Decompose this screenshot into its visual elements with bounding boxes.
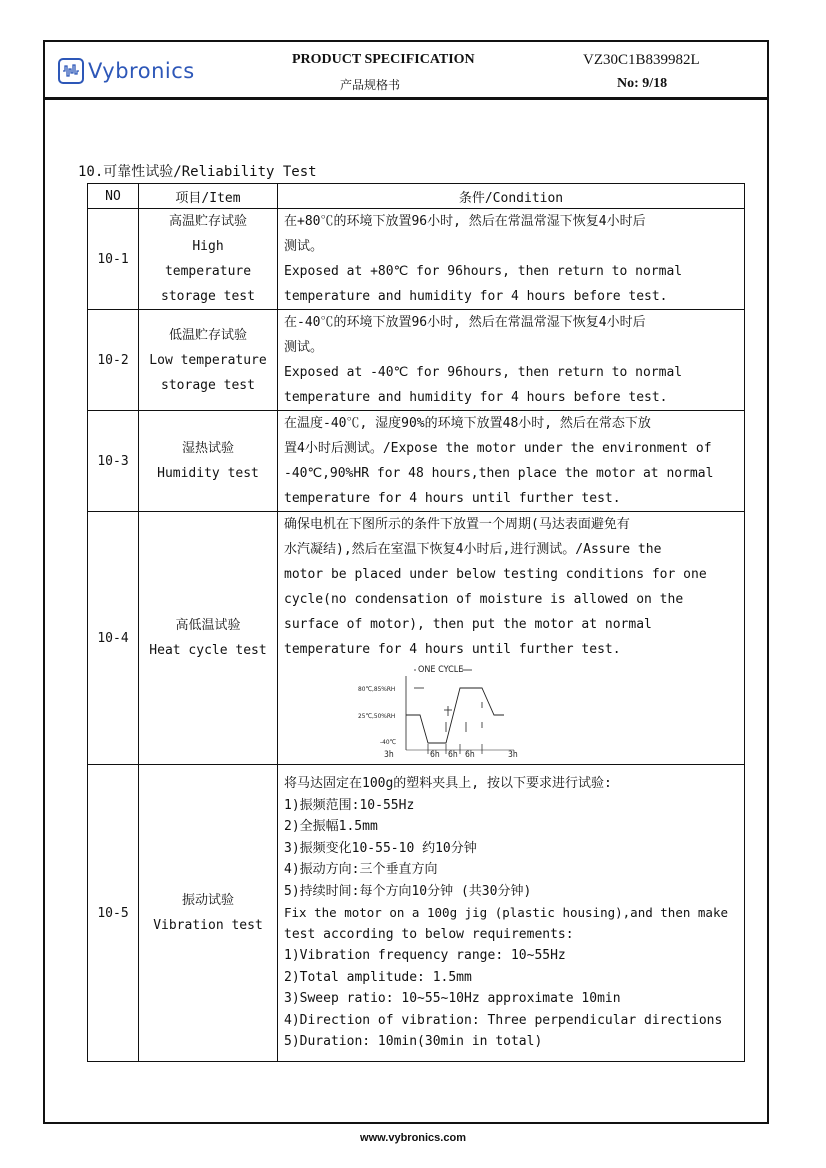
item-line: temperature	[164, 264, 252, 279]
heat-cycle-diagram	[354, 664, 524, 760]
header-no: NO	[88, 184, 139, 209]
row-condition	[278, 310, 745, 411]
time-label: 6h	[430, 750, 440, 760]
item-line: storage test	[161, 289, 255, 304]
row-no: 10-4	[88, 512, 139, 765]
condition-line: 4)振动方向:三个垂直方向	[284, 862, 438, 878]
condition-line: 确保电机在下图所示的条件下放置一个周期(马达表面避免有	[284, 517, 630, 532]
condition-line: 5)Duration: 10min(30min in total)	[284, 1034, 543, 1050]
condition-line: 置4小时后测试。/Expose the motor under the environment of	[284, 441, 712, 456]
condition-line: 将马达固定在100g的塑料夹具上, 按以下要求进行试验:	[284, 776, 612, 792]
condition-line: 3)振频变化10-55-10 约10分钟	[284, 840, 477, 856]
item-line: 高温贮存试验	[168, 214, 247, 229]
item-line: 低温贮存试验	[168, 327, 247, 343]
time-label: 3h	[384, 750, 394, 760]
row-no: 10-2	[88, 310, 139, 411]
condition-line: 2)全振幅1.5mm	[284, 819, 378, 835]
condition-line: temperature for 4 hours until further test.	[284, 642, 621, 657]
table-row	[88, 310, 745, 411]
page-number: No: 9/18	[617, 76, 668, 91]
condition-line: 测试。	[284, 239, 324, 254]
row-condition	[278, 765, 745, 1062]
condition-line: 水汽凝结),然后在室温下恢复4小时后,进行测试。/Assure the	[284, 542, 662, 557]
table-row	[88, 512, 745, 765]
condition-line: 1)Vibration frequency range: 10~55Hz	[284, 948, 566, 964]
condition-line: surface of motor), then put the motor at normal	[284, 617, 652, 632]
row-item	[139, 310, 278, 411]
level-label-high: 80℃,85%RH	[358, 685, 396, 693]
table-row	[88, 411, 745, 512]
condition-line: test according to below requirements:	[284, 926, 574, 942]
reliability-table	[87, 183, 745, 1062]
table-header-row	[88, 184, 745, 209]
logo-mark-icon	[58, 58, 84, 84]
footer-url: www.vybronics.com	[360, 1132, 466, 1144]
level-label-mid: 25℃,50%RH	[358, 712, 396, 720]
item-line: 振动试验	[181, 893, 234, 908]
time-label: 3h	[508, 750, 518, 760]
item-line: storage test	[161, 377, 255, 393]
condition-line: 2)Total amplitude: 1.5mm	[284, 969, 472, 985]
condition-line: Fix the motor on a 100g jig (plastic housing),and then make	[284, 905, 729, 921]
row-no: 10-3	[88, 411, 139, 512]
level-label-low: -40℃	[380, 738, 397, 746]
table-row	[88, 765, 745, 1062]
item-line: Humidity test	[157, 466, 259, 481]
row-item	[139, 765, 278, 1062]
condition-line: cycle(no condensation of moisture is allowed on the	[284, 592, 684, 607]
condition-line: 3)Sweep ratio: 10~55~10Hz approximate 10min	[284, 991, 621, 1007]
condition-line: Exposed at +80℃ for 96hours, then return to normal	[284, 264, 683, 279]
row-item	[139, 209, 278, 310]
spec-subtitle: 产品规格书	[340, 78, 401, 92]
condition-line: 4)Direction of vibration: Three perpendicular directions	[284, 1012, 723, 1028]
condition-line: Exposed at -40℃ for 96hours, then return to normal	[284, 365, 683, 380]
header-item: 项目/Item	[139, 184, 278, 209]
condition-line: 在温度-40℃, 湿度90%的环境下放置48小时, 然后在常态下放	[284, 416, 651, 431]
diagram-title: ONE CYCLE	[418, 665, 464, 675]
condition-line: motor be placed under below testing conditions for one	[284, 567, 707, 582]
condition-line: 在-40℃的环境下放置96小时, 然后在常温常湿下恢复4小时后	[284, 315, 646, 330]
document-number: VZ30C1B839982L	[583, 52, 700, 68]
condition-line: 5)持续时间:每个方向10分钟 (共30分钟)	[284, 883, 532, 899]
item-line: 湿热试验	[181, 441, 234, 456]
header-condition: 条件/Condition	[278, 184, 745, 209]
condition-line: temperature for 4 hours until further test.	[284, 491, 621, 506]
section-title: 10.可靠性试验/Reliability Test	[78, 164, 317, 180]
row-item	[139, 512, 278, 765]
logo-text: Vybronics	[88, 59, 195, 83]
condition-line: -40℃,90%HR for 48 hours,then place the motor at normal	[284, 466, 714, 481]
item-line: Heat cycle test	[149, 643, 267, 658]
row-no: 10-5	[88, 765, 139, 1062]
row-condition	[278, 209, 745, 310]
condition-line: temperature and humidity for 4 hours before test.	[284, 390, 668, 405]
time-label: 6h	[465, 750, 475, 760]
item-line: 高低温试验	[175, 618, 241, 633]
table-row	[88, 209, 745, 310]
row-item	[139, 411, 278, 512]
condition-line: temperature and humidity for 4 hours before test.	[284, 289, 668, 304]
time-label: 6h	[448, 750, 458, 760]
company-logo	[58, 54, 218, 88]
condition-line: 测试。	[284, 340, 324, 355]
item-line: High	[192, 239, 224, 254]
item-line: Low temperature	[149, 352, 267, 368]
spec-title: PRODUCT SPECIFICATION	[292, 52, 475, 67]
row-condition	[278, 512, 745, 765]
condition-line: 在+80℃的环境下放置96小时, 然后在常温常湿下恢复4小时后	[284, 214, 646, 229]
item-line: Vibration test	[153, 918, 263, 933]
header-rule	[43, 97, 769, 100]
condition-line: 1)振频范围:10-55Hz	[284, 797, 415, 813]
row-condition	[278, 411, 745, 512]
row-no: 10-1	[88, 209, 139, 310]
